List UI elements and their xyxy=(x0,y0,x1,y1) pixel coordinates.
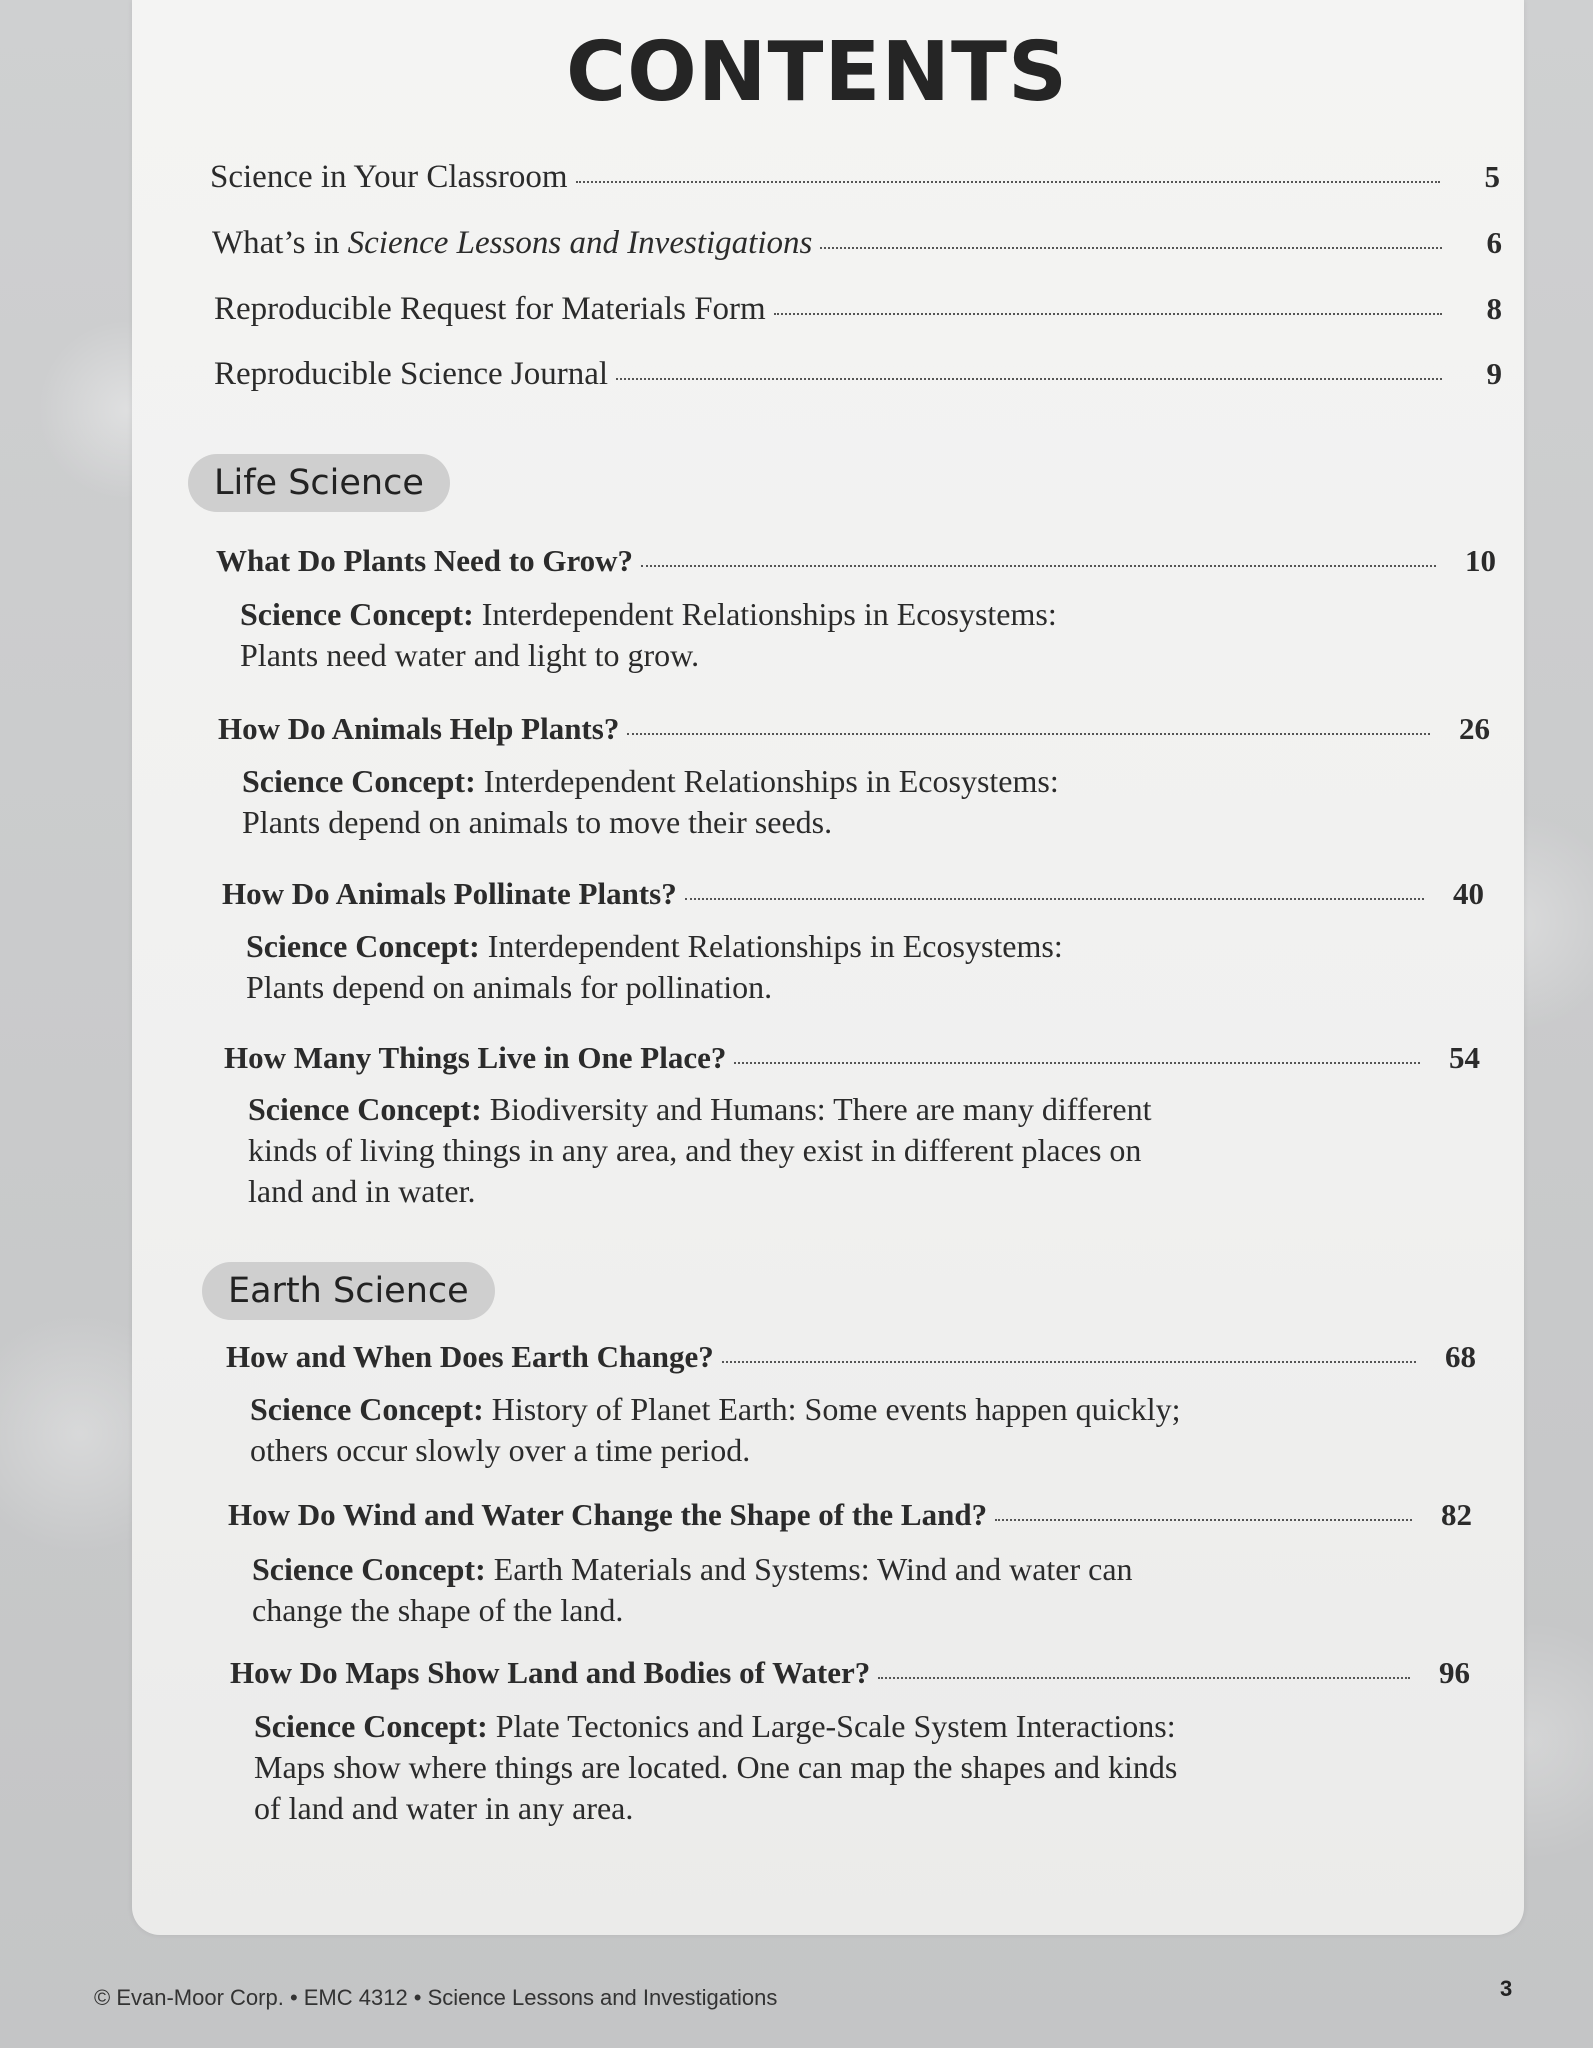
lesson-title: How Do Animals Pollinate Plants? xyxy=(222,876,677,911)
science-concept xyxy=(250,1389,1180,1471)
lesson-title: How Many Things Live in One Place? xyxy=(224,1040,727,1075)
concept-line xyxy=(252,1549,1133,1590)
toc-lesson-wind-water[interactable] xyxy=(228,1496,1472,1533)
dot-leader xyxy=(641,565,1436,567)
concept-line: Plants depend on animals for pollination. xyxy=(246,969,773,1005)
dot-leader xyxy=(820,247,1442,249)
concept-label: Science Concept: xyxy=(246,928,480,964)
toc-entry-book-title: Science Lessons and Investigations xyxy=(347,225,813,261)
toc-page-number: 9 xyxy=(1486,356,1502,391)
dot-leader xyxy=(616,378,1442,380)
concept-line: Maps show where things are located. One can map the shapes and kinds xyxy=(254,1749,1178,1785)
concept-line: kinds of living things in any area, and they exist in different places on xyxy=(248,1132,1142,1168)
lesson-title: How Do Maps Show Land and Bodies of Water? xyxy=(230,1655,871,1690)
concept-text: History of Planet Earth: Some events happen quickly; xyxy=(483,1391,1181,1427)
concept-label: Science Concept: xyxy=(254,1708,488,1744)
toc-entry-text: Reproducible Request for Materials Form xyxy=(214,291,766,327)
section-heading-earth-science: Earth Science xyxy=(202,1262,495,1320)
toc-page-number: 10 xyxy=(1465,543,1496,578)
science-concept xyxy=(246,926,1063,1008)
concept-text: Earth Materials and Systems: Wind and water can xyxy=(485,1551,1133,1587)
toc-page-number: 96 xyxy=(1439,1655,1470,1690)
toc-lesson-pollinate[interactable] xyxy=(222,875,1484,912)
toc-lesson-one-place[interactable] xyxy=(224,1039,1480,1076)
toc-entry-materials-form[interactable] xyxy=(214,290,1502,330)
lesson-title: How Do Animals Help Plants? xyxy=(218,711,620,746)
concept-line: change the shape of the land. xyxy=(252,1592,624,1628)
concept-text: Interdependent Relationships in Ecosystems: xyxy=(475,763,1059,799)
toc-page-number: 68 xyxy=(1445,1339,1476,1374)
concept-line: land and in water. xyxy=(248,1173,476,1209)
toc-entry-whats-in[interactable] xyxy=(212,224,1502,264)
dot-leader xyxy=(734,1062,1420,1064)
toc-page-number: 6 xyxy=(1486,225,1502,260)
lesson-title: How and When Does Earth Change? xyxy=(226,1339,714,1374)
toc-entry-text: Science in Your Classroom xyxy=(210,159,568,195)
contents-panel xyxy=(132,0,1524,1935)
science-concept xyxy=(240,594,1057,676)
concept-line xyxy=(248,1089,1151,1130)
lesson-title: How Do Wind and Water Change the Shape of the Land? xyxy=(228,1497,988,1532)
page-title: CONTENTS xyxy=(565,25,1069,120)
lesson-title: What Do Plants Need to Grow? xyxy=(216,543,634,578)
dot-leader xyxy=(627,733,1430,735)
toc-lesson-animals-help-plants[interactable] xyxy=(218,710,1490,747)
toc-entry-classroom[interactable] xyxy=(210,158,1500,198)
toc-lesson-plants-grow[interactable] xyxy=(216,542,1496,579)
toc-lesson-earth-change[interactable] xyxy=(226,1338,1476,1375)
concept-line xyxy=(254,1706,1177,1747)
concept-text: Interdependent Relationships in Ecosystems: xyxy=(479,928,1063,964)
toc-page-number: 82 xyxy=(1441,1497,1472,1532)
toc-entry-science-journal[interactable] xyxy=(214,355,1502,395)
footer-copyright: © Evan-Moor Corp. • EMC 4312 • Science Lessons and Investigations xyxy=(94,1985,778,2010)
toc-lesson-maps[interactable] xyxy=(230,1654,1470,1691)
concept-line: Plants depend on animals to move their seeds. xyxy=(242,804,833,840)
dot-leader xyxy=(576,181,1441,183)
toc-entry-text-before: What’s in xyxy=(212,225,348,261)
dot-leader xyxy=(995,1519,1412,1521)
toc-page-number: 26 xyxy=(1459,711,1490,746)
concept-label: Science Concept: xyxy=(240,596,474,632)
section-heading-life-science: Life Science xyxy=(188,454,450,512)
concept-line xyxy=(242,761,1059,802)
toc-page-number: 8 xyxy=(1486,291,1502,326)
science-concept xyxy=(242,761,1059,843)
dot-leader xyxy=(685,898,1424,900)
concept-line: others occur slowly over a time period. xyxy=(250,1432,751,1468)
science-concept xyxy=(252,1549,1133,1631)
toc-entry-text xyxy=(212,224,812,264)
concept-line xyxy=(250,1389,1180,1430)
science-concept xyxy=(248,1089,1151,1212)
toc-page-number: 40 xyxy=(1453,876,1484,911)
concept-label: Science Concept: xyxy=(242,763,476,799)
toc-page-number: 54 xyxy=(1449,1040,1480,1075)
concept-label: Science Concept: xyxy=(250,1391,484,1427)
science-concept xyxy=(254,1706,1177,1829)
concept-line: Plants need water and light to grow. xyxy=(240,637,700,673)
dot-leader xyxy=(878,1677,1410,1679)
concept-text: Plate Tectonics and Large-Scale System Interactions: xyxy=(487,1708,1176,1744)
concept-text: Interdependent Relationships in Ecosystems: xyxy=(473,596,1057,632)
concept-label: Science Concept: xyxy=(252,1551,486,1587)
toc-entry-text: Reproducible Science Journal xyxy=(214,356,609,392)
dot-leader xyxy=(722,1361,1416,1363)
page-number: 3 xyxy=(1500,1976,1513,2001)
toc-page-number: 5 xyxy=(1484,159,1500,194)
concept-line xyxy=(246,926,1063,967)
concept-label: Science Concept: xyxy=(248,1091,482,1127)
dot-leader xyxy=(774,313,1442,315)
concept-text: Biodiversity and Humans: There are many different xyxy=(481,1091,1152,1127)
concept-line xyxy=(240,594,1057,635)
concept-line: of land and water in any area. xyxy=(254,1790,634,1826)
